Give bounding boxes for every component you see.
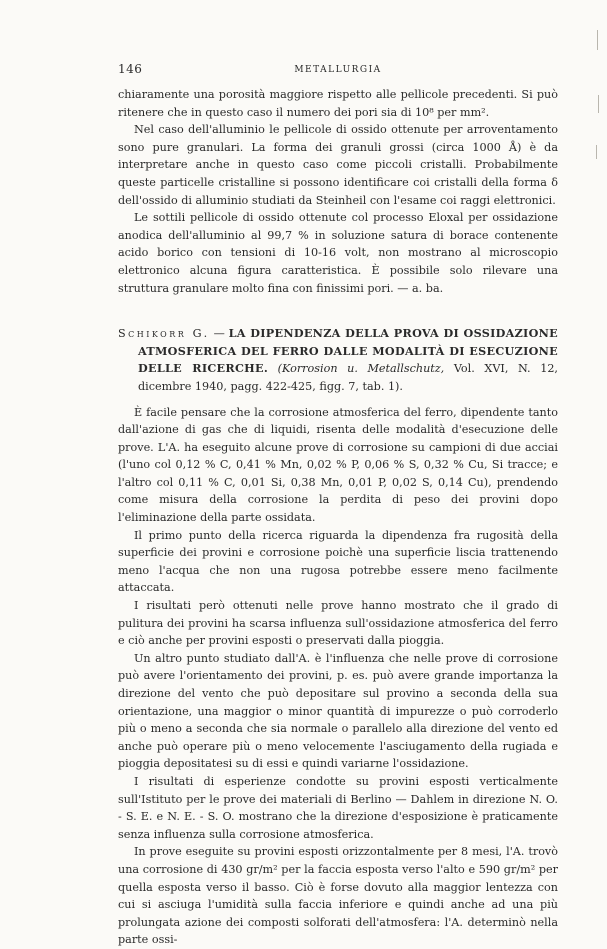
prev-abstract-paragraph-2: Nel caso dell'alluminio le pellicole di ossido ottenute per arroventamento sono pure granulari. La forma dei granuli grossi (circa 1000 Å) è da interpretare anche in questo caso come piccoli cristalli. Probabilmente queste particelle cristalline si possono identificare coi cristalli della forma δ dell'ossido di alluminio studiati da Steinheil con l'esame coi raggi elettronici. xyxy=(118,123,558,207)
reference-author: Schikorr G. xyxy=(118,327,210,341)
reference-journal: (Korrosion u. Metallschutz, xyxy=(268,362,454,376)
abstract-paragraph-3: I risultati però ottenuti nelle prove hanno mostrato che il grado di pulitura dei provini ha scarsa influenza sull'ossidazione atmosferica del ferro e ciò anche per provini esposti o preservati dalla pioggia. xyxy=(118,599,558,648)
prev-abstract-paragraph-3: Le sottili pellicole di ossido ottenute col processo Eloxal per ossidazione anodica dell'alluminio al 99,7 % in soluzione satura di borace contenente acido borico con tensioni di 10-16 volt, non mostrano al microscopio elettronico alcuna figura caratteristica. È possibile solo rilevare una struttura granulare molto fina con finissimi pori. — a. ba. xyxy=(118,211,558,295)
page xyxy=(118,60,558,949)
abstract-paragraph-1: È facile pensare che la corrosione atmosferica del ferro, dipendente tanto dall'azione di gas che di liquidi, risenta delle modalità d'esecuzione delle prove. L'A. ha eseguito alcune prove di corrosione su campioni di due acciai (l'uno col 0,12 % C, 0,41 % Mn, 0,02 % P, 0,06 % S, 0,32 % Cu, Si tracce; e l'altro col 0,11 % C, 0,01 Si, 0,38 Mn, 0,01 P, 0,02 S, 0,14 Cu), prendendo come misura della corrosione la perdita di peso dei provini dopo l'eliminazione della parte ossidata. xyxy=(118,405,558,525)
prev-abstract-paragraph-1: chiaramente una porosità maggiore rispetto alle pellicole precedenti. Si può ritenere che in questo caso il numero dei pori sia di 10⁸ per mm². xyxy=(118,88,558,119)
abstract-paragraph-4: Un altro punto studiato dall'A. è l'influenza che nelle prove di corrosione può avere l'orientamento dei provini, p. es. può avere grande importanza la direzione del vento che può depositare sul provino a seconda della sua orientazione, una maggior o minor quantità di impurezze o può corroderlo più o meno a seconda che sia normale o parallelo alla direzione del vento ed anche può operare più o meno velocemente l'asciugamento della rugiada e pioggia depositatesi su di essi e quindi variarne l'ossidazione. xyxy=(118,651,558,771)
running-head: METALLURGIA xyxy=(294,65,382,75)
page-number: 146 xyxy=(118,62,143,76)
reference-entry xyxy=(118,325,558,395)
reference-title: LA DIPENDENZA DELLA PROVA DI OSSIDAZIONE ATMOSFERICA DEL FERRO DALLE MODALITÀ DI ESECUZIONE DELLE RICERCHE. xyxy=(138,326,558,376)
abstract-paragraph-6: In prove eseguite su provini esposti orizzontalmente per 8 mesi, l'A. trovò una corrosione di 430 gr/m² per la faccia esposta verso l'alto e 590 gr/m² per quella esposta verso il basso. Ciò è forse dovuto alla maggior lentezza con cui si asciuga l'umidità sulla faccia inferiore e quindi anche ad una più prolungata azione dei composti solforati dell'atmosfera: l'A. determinò nella parte ossi- xyxy=(118,845,558,947)
reference-details: Vol. XVI, N. 12, dicembre 1940, pagg. 422-425, figg. 7, tab. 1). xyxy=(138,362,558,393)
scan-margin-mark xyxy=(598,95,599,113)
page-header xyxy=(118,60,558,80)
abstract-paragraph-5: I risultati di esperienze condotte su provini esposti verticalmente sull'Istituto per le prove dei materiali di Berlino — Dahlem in direzione N. O. - S. E. e N. E. - S. O. mostrano che la direzione d'esposizione è praticamente senza influenza sulla corrosione atmosferica. xyxy=(118,774,558,841)
abstract-paragraph-2: Il primo punto della ricerca riguarda la dipendenza fra rugosità della superficie dei provini e corrosione poichè una superficie liscia trattenendo meno l'acqua che non una rugosa potrebbe essere meno facilmente attaccata. xyxy=(118,528,558,595)
scan-margin-mark xyxy=(597,30,598,50)
reference-dash: — xyxy=(209,327,229,341)
scan-margin-mark xyxy=(596,145,597,159)
